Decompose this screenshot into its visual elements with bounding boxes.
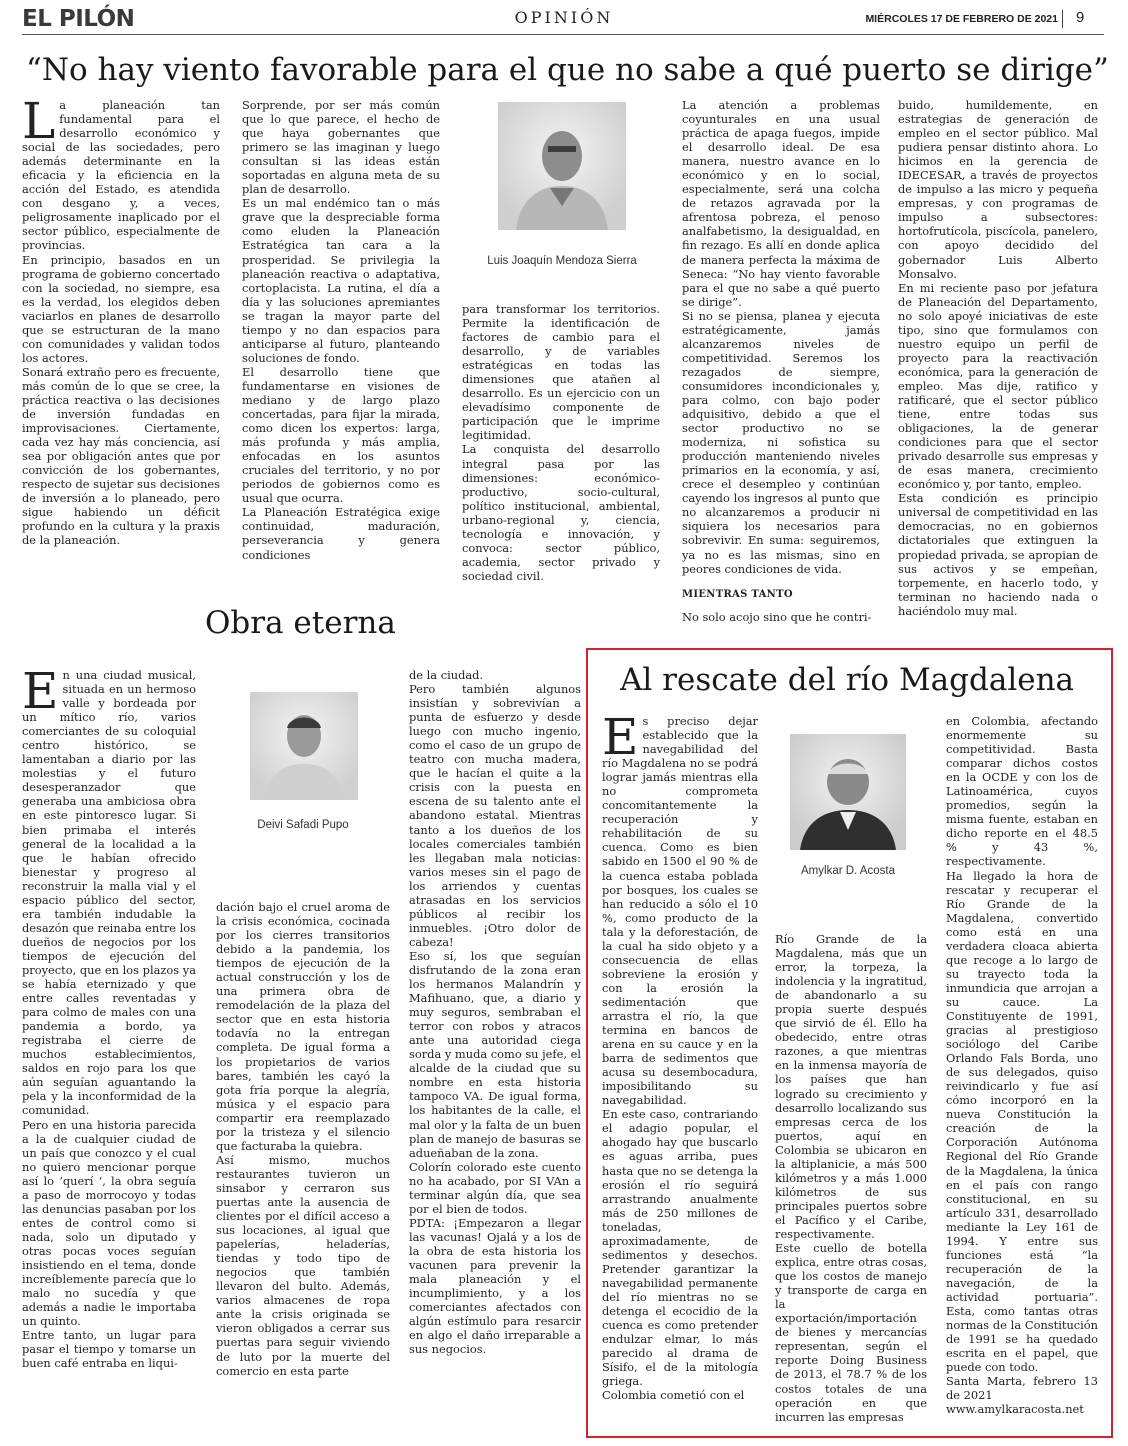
paragraph: En principio, basados en un programa de gobierno concertado con la sociedad, no siempre, esa es la verdad, los elegidos deben vaciarlos en planes de desarrollo que se estructuran de la mano con comunidades y validan todos los actores. [22, 252, 220, 365]
paragraph: Sonará extraño pero es frecuente, más común de lo que se cree, la práctica reactiva o las decisiones de inversión fundadas en improvisaciones. Ciertamente, cada vez hay más conciencia, así sea por obligación antes que por convicción de los gobernantes, respecto de sujetar sus decisiones de inversión a lo planeado, pero sigue habiendo un déficit profundo en la cultura y la praxis de la planeación. [22, 364, 221, 548]
paragraph: PDTA: ¡Empezaron a llegar las vacunas! Ojalá y a los de la obra de esta historia los vacunen para prevenir la mala planeación y el incumplimiento, y a los comerciantes afectados con algún estímulo para resarcir en algo el daño irreparable a sus negocios. [409, 1215, 581, 1357]
article3-column-3 [946, 714, 1098, 1430]
paragraph: El desarrollo tiene que fundamentarse en visiones de mediano y de largo plazo concertadas, para fijar la mirada, como dicen los expertos: larga, más profunda y más amplia, enfocadas en los asuntos cruciales del territorio, y no por periodos de gobiernos como es usual que ocurra. [242, 364, 440, 506]
article2-column-1 [22, 662, 196, 1440]
paragraph: Sorprende, por ser más común que lo que parece, el hecho de que haya gobernantes que primero se las imaginan y luego consultan si las ideas están soportadas en alguna meta de su plan de desarrollo. [242, 98, 440, 197]
paragraph: En mi reciente paso por jefatura de Planeación del Departamento, no solo apoyé iniciativas de este tipo, sino que formulamos con nuestro equipo un perfil de proyecto para la reactivación económica, para la generación de empleo. Mas dije, ratifico y ratificaré, que el sector público tiene, entre todas sus obligaciones, la de generar condiciones para que el sector privado desarrolle sus empresas y de esas manera, crecimiento económico y, por tanto, empleo. [898, 280, 1098, 492]
article1-author: Luis Joaquín Mendoza Sierra [487, 255, 637, 267]
article3-column-1 [602, 708, 758, 1430]
article1-dropcap: L [22, 92, 56, 150]
paragraph: Así mismo, muchos restaurantes tuvieron un sinsabor y cerraron sus puertas ante la ausencia de clientes por el difícil acceso a sus locaciones, al igual que papelerías, heladerías, tiendas y todo tipo de negocios que también llevaron del bulto. Además, varios almacenes de ropa ante la crisis originada se vieron obligados a cerrar sus puertas para seguir viviendo de luto por la muerte del comercio en esta parte [216, 1152, 390, 1378]
paragraph: La atención a problemas coyunturales en una usual práctica de apaga fuegos, impide el desarrollo ideal. De esa manera, nuestro avance en lo económico y en lo social, especialmente, será una colcha de retazos agravada por la afrentosa pobreza, el penoso analfabetismo, la desigualdad, en fin rezago. Es allí en donde aplica de manera perfecta la máxima de Seneca: “No hay viento favorable para el que no sabe a qué puerto se dirige”. [682, 98, 880, 309]
paragraph: No solo acojo sino que he contri- [682, 609, 872, 624]
article1-column-1 [22, 92, 221, 558]
paragraph: a planeación tan fundamental para el desarrollo económico y social de las sociedades, pero además determinante en la eficacia y la eficiencia en la acción del Estado, es atendida con desgano y, a veces, peligrosamente inaplicado por el sector público, especialmente de provincias. [22, 98, 220, 253]
article1-column-3 [462, 302, 660, 583]
subheading: MIENTRAS TANTO [682, 588, 793, 600]
author-website[interactable]: www.amylkaracosta.net [946, 1402, 1084, 1417]
paragraph: buido, humildemente, en estrategias de generación de empleo en el sector público. Mal pudiera pensar distinto ahora. Lo hicimos en la gerencia de IDECESAR, a través de proyectos de impulso a las micro y pequeña empresas, y con programas de impulso a subsectores: hortofrutícola, piscícola, panelero, con apoyo decidido del gobernador Luis Alberto Monsalvo. [898, 98, 1098, 281]
paragraph: de la ciudad. [409, 668, 484, 682]
article1-column-4 [682, 98, 880, 628]
paragraph: Pero en una historia parecida a la de cualquier ciudad de un país que conozco y el cual no quiero mencionar porque así lo ‘querí ‘, la obra seguía a paso de morrocoyo y todas las denuncias pasaban por los entes de control como si nada, solo un diputado y otras pocas voces seguían insistiendo en el tema, donde increíblemente parecía que lo malo no sucedía y que además a nadie le importaba un quinto. [22, 1117, 196, 1329]
article3-headline: Al rescate del río Magdalena [620, 662, 1075, 698]
article2-column-2 [216, 900, 390, 1440]
article1-column-2 [242, 98, 440, 562]
article3-column-2 [775, 932, 927, 1428]
section-title: OPINIÓN [514, 8, 614, 27]
paragraph: Entre tanto, un lugar para pasar el tiempo y tomarse un buen café entraba en liqui- [22, 1328, 196, 1371]
author-photo [790, 734, 906, 850]
article2-headline: Obra eterna [205, 605, 396, 641]
paragraph: Colorín colorado este cuento no ha acabado, por SI VAn a terminar algún día, que sea por el bien de todos. [409, 1159, 581, 1216]
paragraph: Es un mal endémico tan o más grave que la despreciable forma como eluden la Planeación Estratégica tan cara a la prosperidad. Se privilegia la planeación reactiva o adaptativa, cortoplacista. La rutina, el día a día y las soluciones apremiantes se tragan la mayor parte del tiempo y no dan espacios para anticiparse al futuro, planteando soluciones de fondo. [242, 196, 440, 365]
paragraph: Río Grande de la Magdalena, más que un error, la torpeza, la indolencia y la ingratitud, de abandonarlo a su propia suerte después que sirvió de él. Ello ha obedecido, entre otras razones, a que mientras en la inmensa mayoría de los países que han logrado su crecimiento y desarrollo localizando sus empresas cerca de los puertos, aquí en Colombia se ubicaron en la altiplanicie, a más 500 kilómetros y a más 1.000 kilómetros de sus principales puertos sobre el Pacífico y el Caribe, respectivamente. [775, 932, 927, 1241]
paragraph: Este cuello de botella explica, entre otras cosas, que los costos de manejo y transporte de carga en la exportación/importación de bienes y mercancías representan, según el reporte Doing Business de 2013, el 78.7 % de los costos totales de una operación en que incurren las empresas [775, 1241, 927, 1424]
article3-dropcap: E [602, 708, 639, 766]
paragraph: En este caso, contrariando el adagio popular, el ahogado hay que buscarlo es aguas arriba, pues hasta que no se detenga la erosión el río seguirá arrastrando anualmente más de 250 millones de toneladas, aproximadamente, de sedimentos y desechos. Pretender garantizar la navegabilidad permanente del río mientras no se detenga el ecocidio de la cuenca es como pretender endulzar elmar, lo más parecido al drama de Sísifo, el de la mitología griega. [602, 1107, 758, 1389]
paragraph: La conquista del desarrollo integral pasa por las dimensiones: económico-productivo, socio-cultural, político institucional, ambiental, urbano-regional y, ciencia, tecnología e innovación, y convoca: sector público, academia, sector privado y sociedad civil. [462, 442, 660, 583]
page-number: 9 [1076, 9, 1085, 26]
paragraph: Pero también algunos insistían y sobrevivían a punta de esfuerzo y desde luego con mucho ingenio, como el caso de un grupo de teatro con mucha madera, que le hacían el quite a la crisis con la puesta en escena de su talento ante el abandono estatal. Mientras tanto a los dueños de los locales comerciales también les llegaban mala noticias: varios meses sin el pago de los arriendos y cuentas atrasadas en los servicios públicos al recibir los inmuebles. ¡Otro dolor de cabeza! [409, 682, 581, 949]
article2-column-3 [409, 668, 581, 1440]
article3-author: Amylkar D. Acosta [801, 865, 895, 877]
paragraph: para transformar los territorios. Permite la identificación de factores de cambio para el desarrollo, y de variables estratégicas en todas las dimensiones que atañen al desarrollo. Es un ejercicio con un elevadísimo componente de participación que le imprime legitimidad. [462, 302, 660, 443]
article1-headline: “No hay viento favorable para el que no sabe a qué puerto se dirige” [26, 52, 1109, 88]
paragraph: Eso sí, los que seguían disfrutando de la zona eran los hermanos Malandrín y Mafihuano, que, a diario y muy seguros, sembraban el terror con robos y atracos ante una autoridad ciega sorda y muda como su jefe, el alcalde de la ciudad que su nombre en esta historia tampoco VA. De igual forma, los habitantes de la calle, el mal olor y la falta de un buen plan de manejo de basuras se adueñaban de la zona. [409, 948, 581, 1160]
paragraph: n una ciudad musical, situada en un hermoso valle y bordeada por un mítico río, varios comerciantes de su coloquial centro histórico, se lamentaban a diario por las molestias y el futuro desesperanzador que generaba una ambiciosa obra en este pintoresco lugar. Si bien primaba el interés general de la localidad a la que le habían ofrecido bienestar y progreso al reconstruir la malla vial y el espacio público del sector, era también indudable la desazón que reinaba entre los dueños de negocios por los tiempos de ejecución del proyecto, que en los plazos ya se había eternizado y que entre calles reventadas y para colmo de males con una pandemia a bordo, ya registraba el cierre de muchos establecimientos, saldos en rojo para los que aún seguían aguantando la pela y la inconformidad de la comunidad. [22, 668, 196, 1118]
paragraph: Colombia cometió con el [602, 1388, 745, 1403]
paragraph: Si no se piensa, planea y ejecuta estratégicamente, jamás alcanzaremos niveles de competitividad. Seremos los rezagados de siempre, consumidores incondicionales y, para colmo, con bajo poder adquisitivo, debido a que el sector productivo no se moderniza, ni sofistica su producción manteniendo niveles primarios en la economía, y así, crece el desempleo y continúan cayendo los ingresos al punto que no alcanzaremos a producir ni siquiera los necesarios para sobrevivir. En suma: seguiremos, ya no es las mismas, sino en peores condiciones de vida. [682, 308, 880, 576]
issue-date: MIÉRCOLES 17 DE FEBRERO DE 2021 [865, 13, 1058, 25]
article1-column-5 [898, 98, 1098, 628]
paragraph: en Colombia, afectando enormemente su competitividad. Basta comparar dichos costos en la OCDE y con los de Latinoamérica, cuyos promedios, según la misma fuente, estaban en dicho reporte en el 48.5 % y 43 %, respectivamente. [946, 714, 1098, 869]
paragraph: Ha llegado la hora de rescatar y recuperar el Río Grande de la Magdalena, convertido como está en una verdadera cloaca abierta que recoge a lo largo de su trayecto toda la inmundicia que arrojan a su cauce. La Constituyente de 1991, gracias al prestigioso sociólogo del Caribe Orlando Fals Borda, uno de sus delegados, quiso reivindicarlo y fue así cómo incorporó en la nueva Constitución la creación de la Corporación Autónoma Regional del Río Grande de la Magdalena, la única en el país con rango constitucional, en su artículo 331, desarrollado mediante la Ley 161 de 1994. Y entre sus funciones está “la recuperación de la navegación, de la actividad portuaria”. Esta, como tantas otras normas de la Constitución de 1991 se ha quedado escrita en el papel, que puede con todo. [946, 868, 1098, 1375]
paragraph: s preciso dejar establecido que la navegabilidad del río Magdalena no se podrá lograr jamás mientras ella no comprometa concomitantemente la recuperación y rehabilitación de su cuenca. Como es bien sabido en 1500 el 90 % de la cuenca estaba poblada por bosques, los cuales se han reducido a sólo el 10 %, como producto de la tala y la deforestación, de la cual ha sido objeto y a consecuencia de ellas sobreviene la erosión y con la erosión la sedimentación que arrastra el río, la que termina en bancos de arena en su cauce y en la barra de sedimentos que acusa su desembocadura, imposibilitando su navegabilidad. [602, 714, 758, 1108]
article2-dropcap: E [22, 662, 59, 720]
paragraph: Esta condición es principio universal de competitividad en las democracias, no en gobiernos dictatoriales que extinguen la propiedad privada, se apropian de sus activos y se empeñan, torpemente, en hacerlo todo, y terminan no haciendo nada o haciéndolo muy mal. [898, 491, 1098, 618]
article2-author: Deivi Safadi Pupo [257, 819, 349, 831]
paragraph: La Planeación Estratégica exige continuidad, maduración, perseverancia y genera condiciones [242, 505, 440, 562]
author-photo [498, 102, 626, 230]
newspaper-logo: EL PILÓN [22, 6, 135, 32]
paragraph: Santa Marta, febrero 13 de 2021 [946, 1374, 1098, 1403]
masthead-divider [1062, 10, 1063, 28]
masthead-rule [22, 34, 1104, 35]
author-photo [250, 692, 358, 800]
paragraph: dación bajo el cruel aroma de la crisis económica, cocinada por los cierres transitorios debido a la pandemia, los tiempos de ejecución de la actual construcción y los de una primera obra de remodelación de la plaza del sector que en esta historia todavía no la entregan completa. De igual forma a los propietarios de varios bares, también les cayó la gota fría porque la alegría, música y el espacio para compartir era reemplazado por la tristeza y el silencio que facturaba la quiebra. [216, 900, 390, 1153]
